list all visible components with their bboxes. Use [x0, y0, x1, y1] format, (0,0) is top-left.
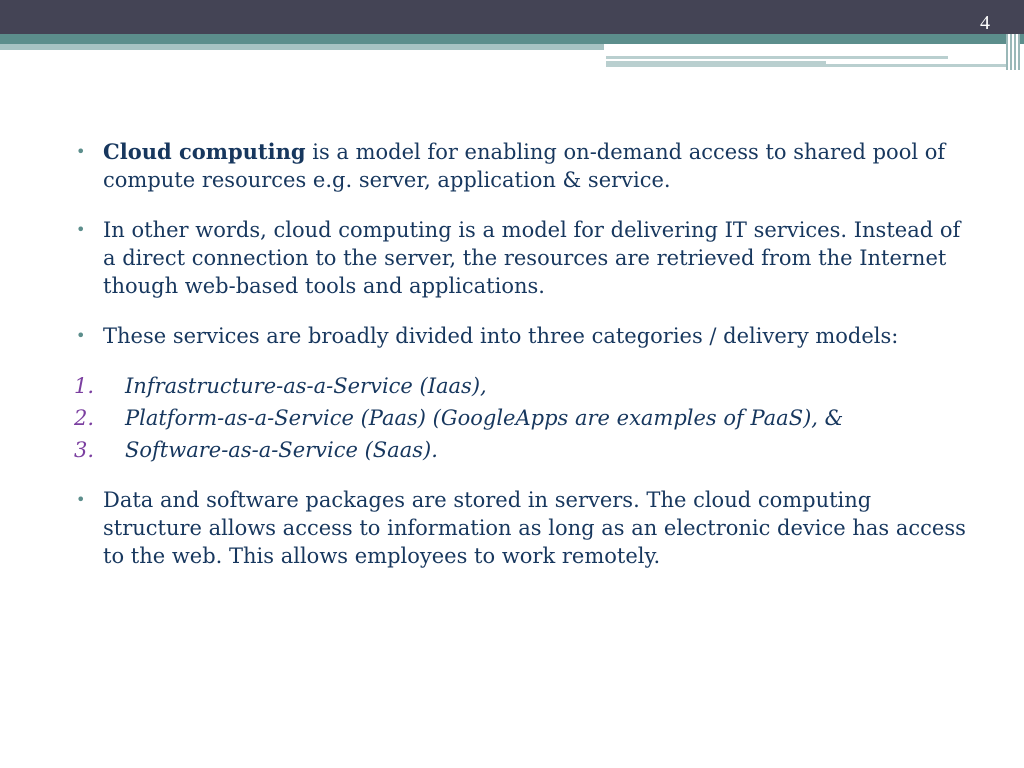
bullet-item: [70, 138, 970, 194]
bullet-item: [70, 486, 970, 570]
numbered-item-text: Infrastructure-as-a-Service (Iaas),: [125, 374, 487, 398]
slide-body: [70, 138, 970, 592]
header-decor-stripes: [1006, 34, 1020, 70]
numbered-list: [70, 372, 970, 464]
page-number: 4: [980, 12, 990, 34]
bullet-icon: •: [76, 142, 86, 161]
bullet-icon: •: [76, 490, 86, 509]
bullet-icon: •: [76, 326, 86, 345]
bullet-bold-term: Cloud computing: [103, 139, 306, 164]
header-decor-line: [606, 61, 826, 67]
list-number: 1.: [74, 374, 95, 398]
bullet-text: In other words, cloud computing is a model for delivering IT services. Instead of a direct connection to the server, the resources are retrieved from the Internet though web-based tools and applications.: [103, 218, 961, 298]
bullet-text: Data and software packages are stored in servers. The cloud computing structure allows access to information as long as an electronic device has access to the web. This allows employees to work remotely.: [103, 488, 966, 568]
list-number: 2.: [74, 406, 95, 430]
header-accent-strip: [0, 44, 604, 50]
numbered-item-text: Software-as-a-Service (Saas).: [125, 438, 438, 462]
bullet-item: [70, 216, 970, 300]
list-number: 3.: [74, 438, 95, 462]
header-decor-line: [606, 56, 948, 59]
bullet-icon: •: [76, 220, 86, 239]
header-decor-line: [826, 64, 1006, 67]
bullet-item: [70, 322, 970, 350]
header-bar: [0, 0, 1024, 34]
header-accent-bar: [0, 34, 1024, 44]
numbered-item: [70, 404, 970, 432]
bullet-text: These services are broadly divided into three categories / delivery models:: [103, 324, 899, 348]
numbered-item: [70, 436, 970, 464]
bullet-text: is a model for enabling on-demand access to shared pool of compute resources e.g. server, application & service.: [103, 140, 946, 192]
numbered-item-text: Platform-as-a-Service (Paas) (GoogleApps are examples of PaaS), &: [125, 406, 844, 430]
numbered-item: [70, 372, 970, 400]
